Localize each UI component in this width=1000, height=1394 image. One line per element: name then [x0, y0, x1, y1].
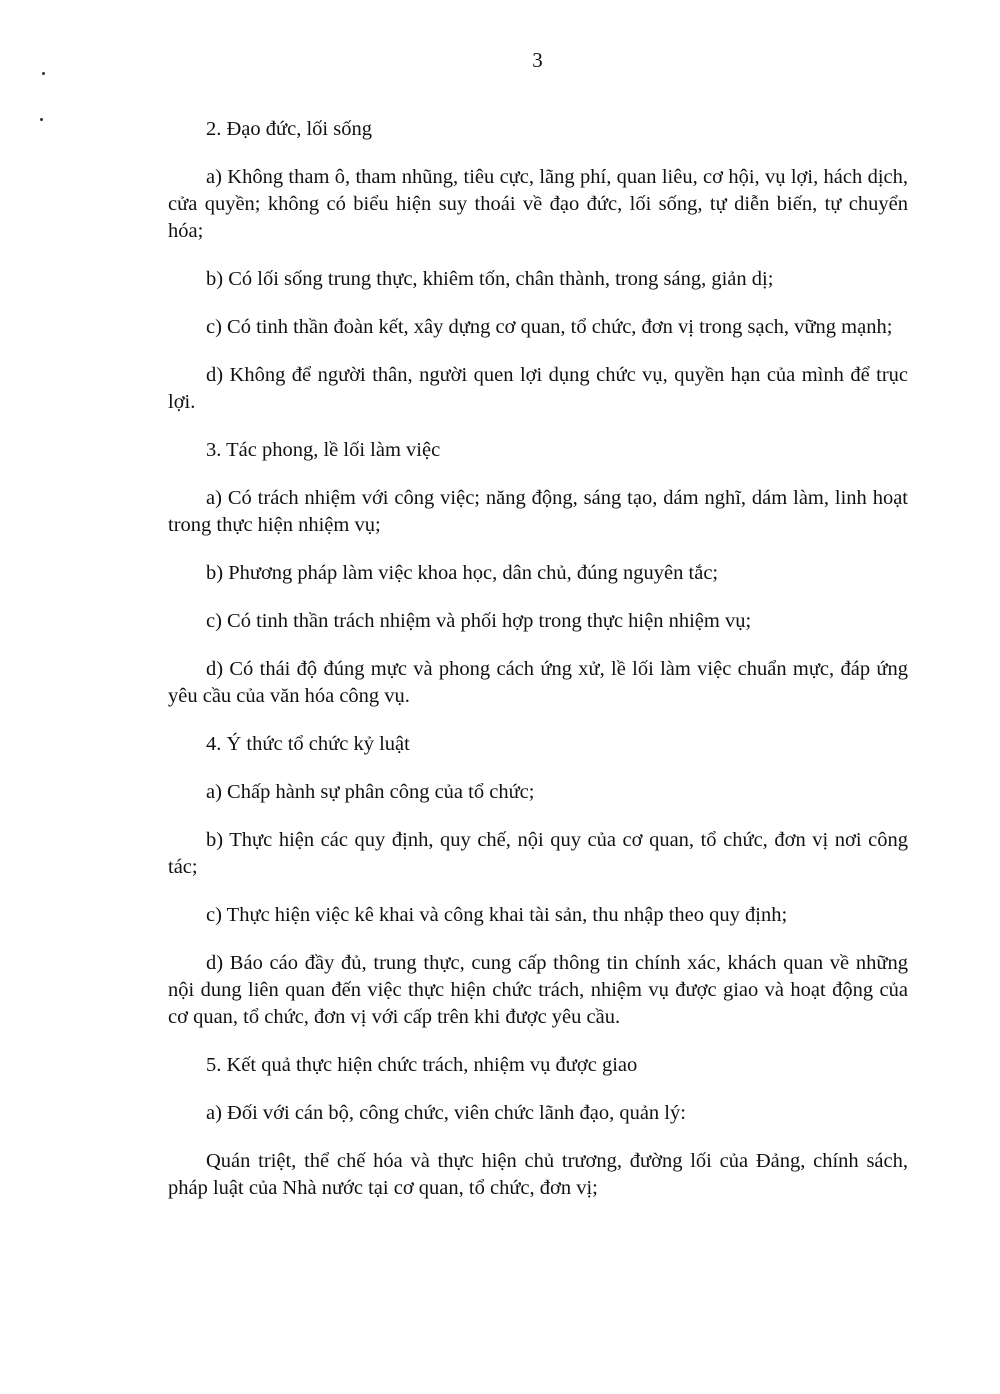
paragraph: b) Phương pháp làm việc khoa học, dân chủ, đúng nguyên tắc; — [206, 562, 719, 584]
paragraph: a) Không tham ô, tham nhũng, tiêu cực, lãng phí, quan liêu, cơ hội, vụ lợi, hách dịch, cửa quyền; không có biểu hiện suy thoái về đạo đức, lối sống, tự diễn biến, tự chuyển hóa; — [168, 166, 908, 242]
paragraph: c) Thực hiện việc kê khai và công khai tài sản, thu nhập theo quy định; — [206, 904, 788, 926]
paragraph: b) Có lối sống trung thực, khiêm tốn, chân thành, trong sáng, giản dị; — [206, 268, 774, 290]
paragraph: d) Báo cáo đầy đủ, trung thực, cung cấp thông tin chính xác, khách quan về những nội dung liên quan đến việc thực hiện chức trách, nhiệm vụ được giao và hoạt động của cơ quan, tổ chức, đơn vị với cấp trên khi được yêu cầu. — [168, 952, 908, 1028]
paragraph: c) Có tinh thần trách nhiệm và phối hợp trong thực hiện nhiệm vụ; — [206, 610, 752, 632]
paragraph: a) Chấp hành sự phân công của tổ chức; — [206, 781, 535, 803]
paragraph: d) Không để người thân, người quen lợi dụng chức vụ, quyền hạn của mình để trục lợi. — [168, 364, 908, 413]
paragraph: a) Đối với cán bộ, công chức, viên chức lãnh đạo, quản lý: — [206, 1102, 686, 1124]
paragraph: c) Có tinh thần đoàn kết, xây dựng cơ quan, tổ chức, đơn vị trong sạch, vững mạnh; — [206, 316, 893, 338]
section-heading-ethics: 2. Đạo đức, lối sống — [206, 118, 372, 140]
paragraph: d) Có thái độ đúng mực và phong cách ứng xử, lề lối làm việc chuẩn mực, đáp ứng yêu cầu của văn hóa công vụ. — [168, 658, 908, 707]
section-heading-results: 5. Kết quả thực hiện chức trách, nhiệm vụ được giao — [206, 1054, 638, 1076]
scan-speck — [40, 118, 43, 121]
scan-speck — [42, 72, 45, 75]
paragraph: Quán triệt, thể chế hóa và thực hiện chủ trương, đường lối của Đảng, chính sách, pháp luật của Nhà nước tại cơ quan, tổ chức, đơn vị; — [168, 1150, 908, 1199]
section-heading-work-style: 3. Tác phong, lề lối làm việc — [206, 439, 441, 461]
document-body — [168, 116, 908, 1202]
page-number: 3 — [532, 48, 543, 72]
paragraph: b) Thực hiện các quy định, quy chế, nội quy của cơ quan, tổ chức, đơn vị nơi công tác; — [168, 829, 908, 878]
section-heading-discipline: 4. Ý thức tổ chức kỷ luật — [206, 733, 410, 755]
paragraph: a) Có trách nhiệm với công việc; năng động, sáng tạo, dám nghĩ, dám làm, linh hoạt trong thực hiện nhiệm vụ; — [168, 487, 908, 536]
